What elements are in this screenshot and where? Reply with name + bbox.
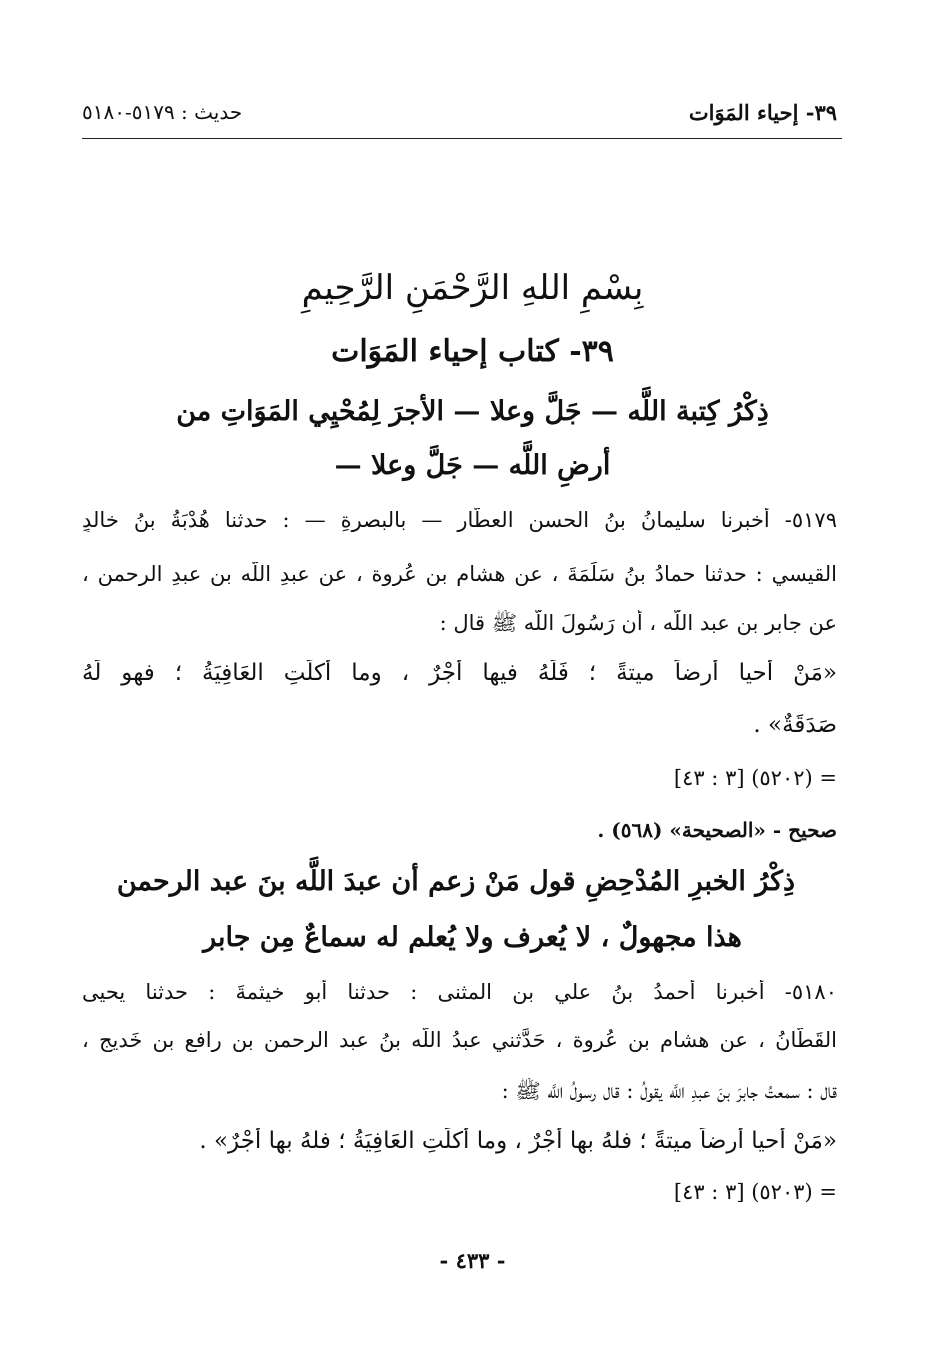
hadith-range: حديث : ٥١٧٩-٥١٨٠ [82, 100, 243, 124]
hadith-matn-line: صَدَقَةٌ» . [753, 712, 837, 738]
hadith-isnad-line: القَطَّانُ ، عن هشام بنِ عُروة ، حَدَّثني عبدُ اللَّه بنُ عبد الرحمن بن رافع بنِ خَديجٍ ، [82, 1028, 837, 1052]
chapter-heading-line: هذا مجهولٌ ، لا يُعرف ولا يُعلم له سماعٌ مِن جابر [203, 922, 742, 953]
hadith-isnad-line: قال : سمعتُ جابرَ بنَ عبدِ اللَّه يقولُ : قال رسولُ اللَّه ﷺ : [501, 1079, 837, 1103]
chapter-heading-line: أرضِ اللَّه — جَلَّ وعلا — [334, 450, 611, 481]
hadith-isnad-line: ٥١٨٠- أخبرنا أحمدُ بنُ علي بنِ المثنى : حدثنا أبو خيثمةَ : حدثنا يحيى [82, 980, 837, 1004]
chapter-heading-line: ذِكْرُ كِتبة اللَّه — جَلَّ وعلا — الأجرَ لِمُحْيِي المَوَاتِ من [176, 396, 769, 427]
hadith-isnad-line: عن جابر بن عبد اللَّه ، أن رَسُولَ اللَّه ﷺ قال : [439, 611, 837, 635]
hadith-matn-line: «مَنْ أحيا أرضاً ميتةً ؛ فلهُ بها أجْرٌ ، وما أكلَتِ العَافِيَةُ ؛ فلهُ بها أجْرٌ» . [199, 1128, 837, 1154]
running-title: ٣٩- إحياء المَوَات [688, 100, 837, 125]
hadith-isnad-line: ٥١٧٩- أخبرنا سليمانُ بنُ الحسن العطَّار — بالبصرةِ — : حدثنا هُدْبَةُ بنُ خالدٍ [82, 508, 837, 532]
hadith-reference: = (٥٢٠٣) [٣ : ٤٣] [673, 1180, 837, 1204]
chapter-heading-line: ذِكْرُ الخبرِ المُدْحِضِ قول مَنْ زعم أن عبدَ اللَّه بنَ عبد الرحمن [116, 866, 795, 897]
book-title: ٣٩- كتاب إحياء المَوَات [331, 334, 614, 369]
hadith-reference: = (٥٢٠٢) [٣ : ٤٣] [673, 766, 837, 790]
basmala: بِسْمِ اللهِ الرَّحْمَنِ الرَّحِيمِ [301, 268, 644, 308]
page-number: - ٤٣٣ - [439, 1248, 506, 1273]
hadith-grade: صحيح - «الصحيحة» (٥٦٨) . [597, 818, 837, 842]
hadith-matn-line: «مَنْ أحيا أرضاً ميتةً ؛ فَلَهُ فيها أجْرٌ ، وما أكلَتِ العَافِيَةُ ؛ فهو لَهُ [82, 660, 837, 686]
hadith-isnad-line: القيسي : حدثنا حمادُ بنُ سَلَمَةَ ، عن هشام بنِ عُروة ، عن عبدِ اللَّه بن عبدِ الرحمن ، [82, 562, 837, 586]
header-divider [82, 138, 842, 139]
